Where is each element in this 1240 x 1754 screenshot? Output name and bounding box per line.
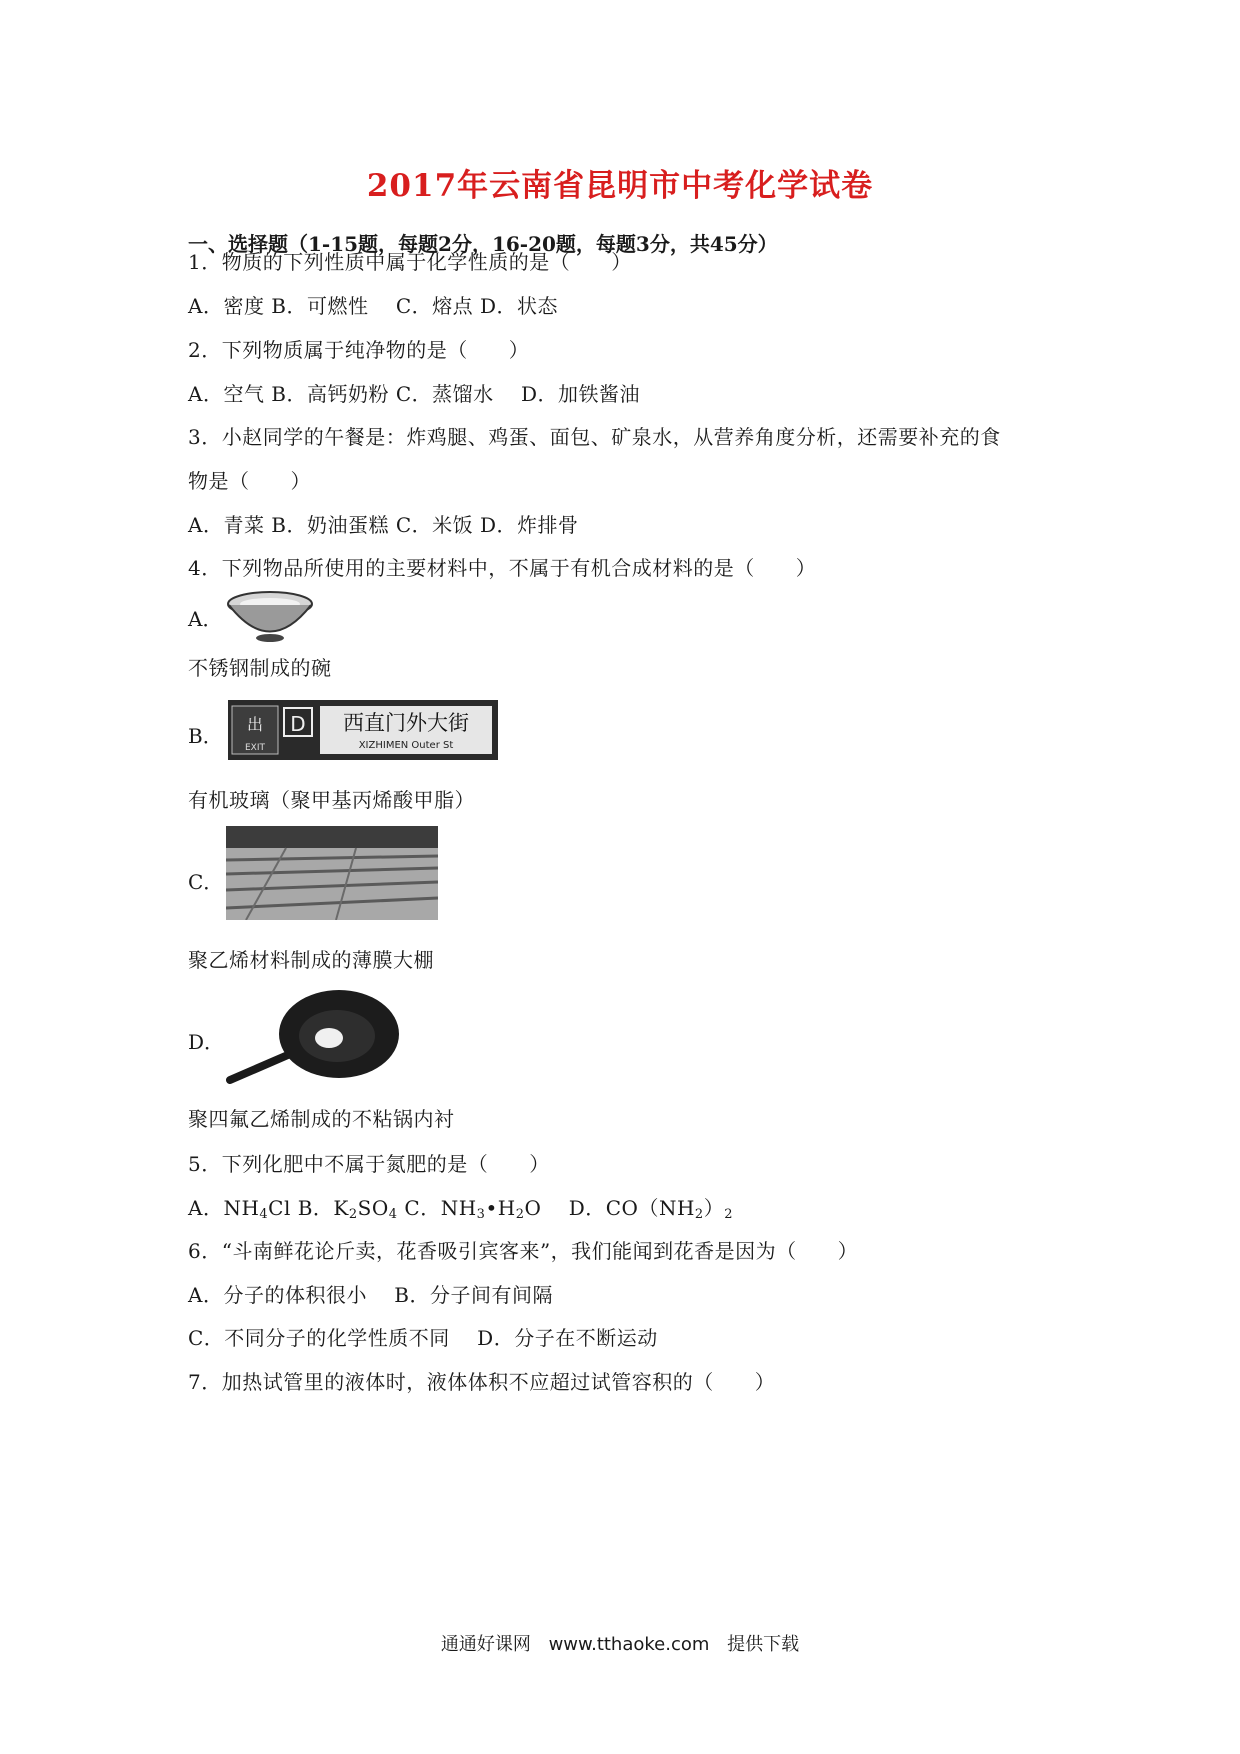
question-3-stem-line1: 3．小赵同学的午餐是：炸鸡腿、鸡蛋、面包、矿泉水，从营养角度分析，还需要补充的食 [188, 425, 1001, 449]
question-4-option-a-caption: 不锈钢制成的碗 [188, 656, 332, 680]
question-2-options: A．空气 B．高钙奶粉 C．蒸馏水 D．加铁酱油 [188, 382, 641, 406]
question-3-options: A．青菜 B．奶油蛋糕 C．米饭 D．炸排骨 [188, 513, 579, 537]
sign-english-text: XIZHIMEN Outer St [358, 740, 454, 751]
question-3-stem-line2: 物是（ ） [188, 469, 311, 493]
section-heading: 一、选择题（1-15题，每题2分，16-20题，每题3分，共45分） [188, 232, 778, 256]
footer-site: 通通好课网 [440, 1634, 531, 1655]
question-6-options-1: A．分子的体积很小 B．分子间有间隔 [188, 1283, 553, 1307]
question-1-stem: 1．物质的下列性质中属于化学性质的是（ ） [188, 250, 632, 274]
footer-tail: 提供下载 [727, 1634, 800, 1655]
question-5-stem: 5．下列化肥中不属于氮肥的是（ ） [188, 1152, 550, 1176]
sign-exit-text: EXIT [244, 743, 266, 753]
greenhouse-film-image [226, 826, 438, 920]
question-4-stem: 4．下列物品所使用的主要材料中，不属于有机合成材料的是（ ） [188, 556, 817, 580]
sign-letter: D [290, 712, 306, 736]
street-sign-image [228, 700, 498, 760]
question-4-option-c-caption: 聚乙烯材料制成的薄膜大棚 [188, 948, 434, 972]
question-6-options-2: C．不同分子的化学性质不同 D．分子在不断运动 [188, 1326, 658, 1350]
sign-chinese-text: 西直门外大街 [343, 711, 469, 735]
question-6-stem: 6．“斗南鲜花论斤卖，花香吸引宾客来”，我们能闻到花香是因为（ ） [188, 1239, 859, 1263]
question-4-option-b-label: B． [188, 724, 223, 748]
page-footer [0, 1630, 1240, 1656]
question-1-options: A．密度 B．可燃性 C．熔点 D．状态 [188, 294, 559, 318]
steel-bowl-image [225, 588, 315, 646]
question-2-stem: 2．下列物质属于纯净物的是（ ） [188, 338, 530, 362]
question-4-option-c-label: C． [188, 870, 224, 894]
question-5-options: A．$NH_4Cl$ B．$K_2SO_4$ C．$NH_3•H_2O$ D．$CO(NH_2)_2$ [188, 1196, 733, 1222]
svg-text:出: 出 [246, 715, 264, 734]
footer-url[interactable]: www.tthaoke.com [548, 1634, 710, 1655]
question-4-option-d-caption: 聚四氟乙烯制成的不粘锅内衬 [188, 1107, 455, 1131]
question-4-option-a-label: A． [188, 607, 223, 631]
question-4-option-b-caption: 有机玻璃（聚甲基丙烯酸甲脂） [188, 788, 475, 812]
exam-title: 2017年云南省昆明市中考化学试卷 [366, 168, 874, 204]
question-4-option-d-label: D． [188, 1030, 225, 1054]
question-7-stem: 7．加热试管里的液体时，液体体积不应超过试管容积的（ ） [188, 1370, 776, 1394]
nonstick-pan-image [224, 986, 404, 1086]
